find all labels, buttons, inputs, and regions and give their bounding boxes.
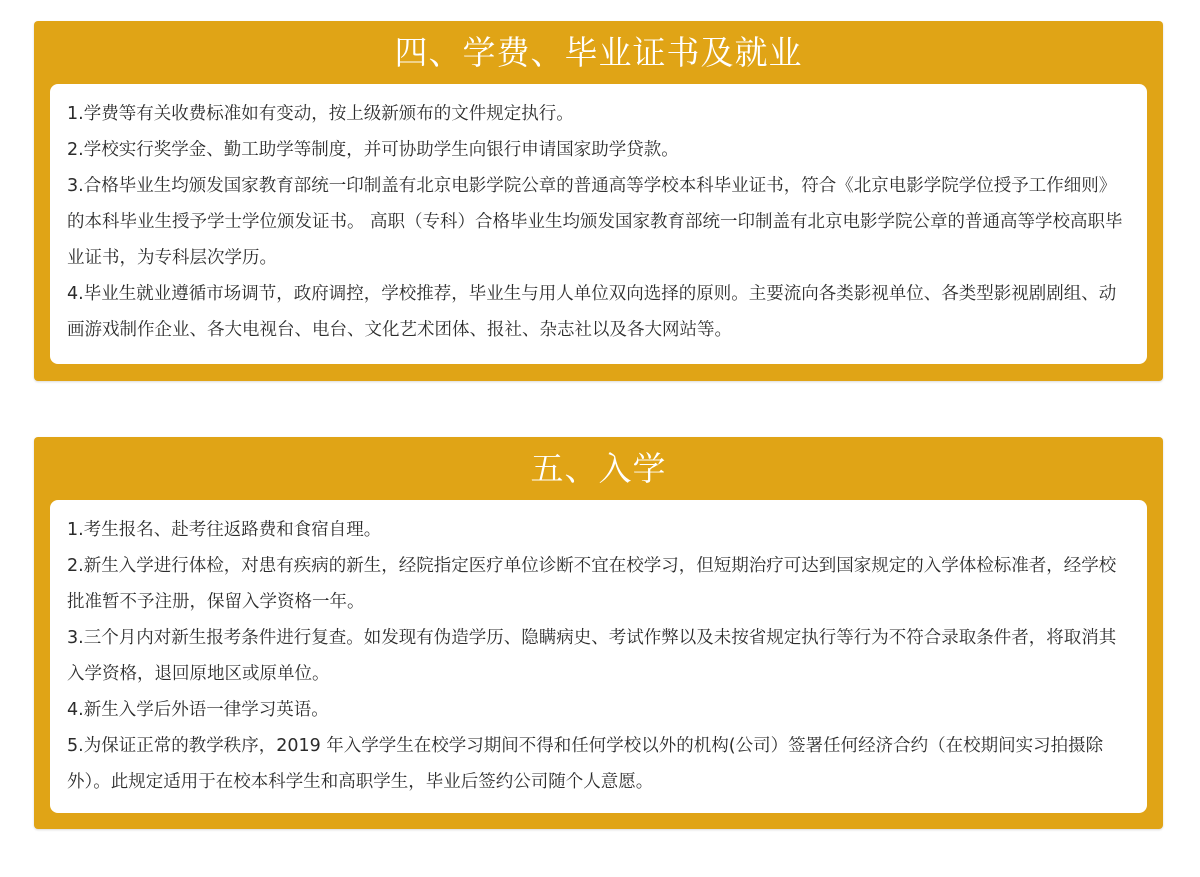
list-item: 3.三个月内对新生报考条件进行复查。如发现有伪造学历、隐瞒病史、考试作弊以及未按省规定执行等行为不符合录取条件者，将取消其入学资格，退回原地区或原单位。 <box>67 628 1117 684</box>
list-item: 3.合格毕业生均颁发国家教育部统一印制盖有北京电影学院公章的普通高等学校本科毕业证书，符合《北京电影学院学位授予工作细则》的本科毕业生授予学士学位颁发证书。 高职（专科）合格毕业生均颁发国家教育部统一印制盖有北京电影学院公章的普通高等学校高职毕业证书，为专科层次学历。 <box>67 176 1123 268</box>
list-item: 2.新生入学进行体检，对患有疾病的新生，经院指定医疗单位诊断不宜在校学习，但短期治疗可达到国家规定的入学体检标准者，经学校批准暂不予注册，保留入学资格一年。 <box>67 556 1117 612</box>
list-item: 5.为保证正常的教学秩序，2019 年入学学生在校学习期间不得和任何学校以外的机构(公司）签署任何经济合约（在校期间实习拍摄除外）。此规定适用于在校本科学生和高职学生，毕业后签约公司随个人意愿。 <box>67 736 1104 792</box>
section-enrollment <box>34 437 1163 829</box>
section-title: 四、学费、毕业证书及就业 <box>394 33 803 72</box>
content-panel <box>50 500 1147 813</box>
list-item: 4.新生入学后外语一律学习英语。 <box>67 700 329 720</box>
list-item: 1.考生报名、赴考往返路费和食宿自理。 <box>67 520 382 540</box>
section-tuition-graduation-employment <box>34 21 1163 381</box>
list-item: 1.学费等有关收费标准如有变动，按上级新颁布的文件规定执行。 <box>67 104 574 124</box>
list-item: 2.学校实行奖学金、勤工助学等制度，并可协助学生向银行申请国家助学贷款。 <box>67 140 679 160</box>
section-title: 五、入学 <box>530 449 667 488</box>
content-panel <box>50 84 1147 364</box>
list-item: 4.毕业生就业遵循市场调节，政府调控，学校推荐，毕业生与用人单位双向选择的原则。主要流向各类影视单位、各类型影视剧剧组、动画游戏制作企业、各大电视台、电台、文化艺术团体、报社、杂志社以及各大网站等。 <box>67 284 1117 340</box>
